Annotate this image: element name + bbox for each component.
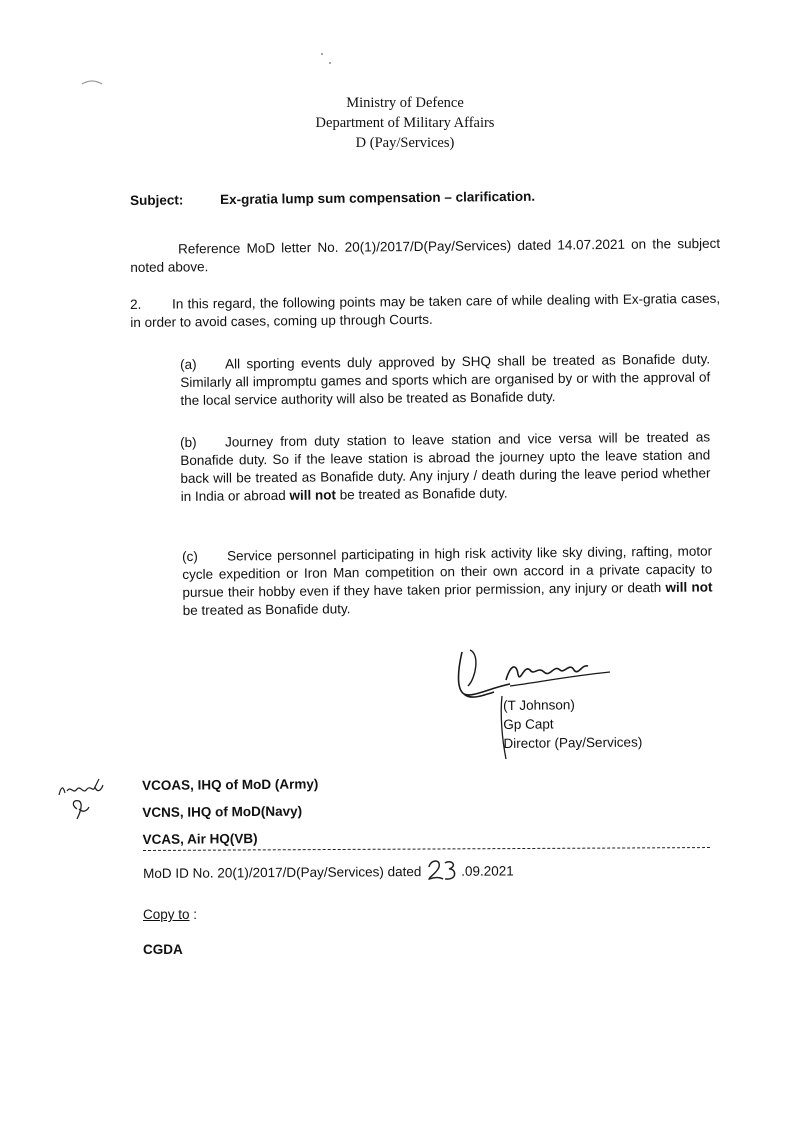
- paragraph-2: [130, 290, 720, 332]
- reference-paragraph: Reference MoD letter No. 20(1)/2017/D(Pay/Services) dated 14.07.2021 on the subject noted above.: [130, 235, 721, 275]
- paragraph-number: 2.: [130, 296, 142, 312]
- copy-recipient-cgda: CGDA: [143, 942, 183, 957]
- recipient-army: VCOAS, IHQ of MoD (Army): [142, 776, 319, 793]
- handwritten-day: [425, 865, 461, 879]
- recipient-navy: VCNS, IHQ of MoD(Navy): [142, 803, 303, 820]
- scan-speck: [80, 76, 110, 88]
- copy-to-text: Copy to: [143, 907, 190, 922]
- point-tag: (c): [182, 548, 198, 564]
- subject-text: Ex-gratia lump sum compensation – clarification.: [219, 188, 536, 208]
- copy-to-label: [143, 907, 197, 922]
- signatory-rank: Gp Capt: [503, 716, 554, 732]
- point-text: Service personnel participating in high risk activity like sky diving, rafting, motor cycle expedition or Iron Man competition on their own accord in a private capacity to pursue their hobby even if they have taken prior permission, any injury or death: [182, 543, 713, 600]
- ministry-name: Ministry of Defence: [346, 95, 464, 111]
- subject-label: Subject:: [130, 192, 184, 208]
- subject-line: [130, 189, 535, 208]
- recipient-list: [142, 770, 319, 853]
- copy-to-colon: :: [193, 907, 198, 922]
- recipient-air: VCAS, Air HQ(VB): [142, 830, 258, 847]
- point-text: Journey from duty station to leave station and vice versa will be treated as Bonafide duty. So if the leave station is abroad the journey upto the leave station and back will be treated as Bonafide duty. Any injury / death during the leave period whether in India or abroad: [180, 429, 711, 504]
- mod-id-line: [143, 863, 514, 881]
- signatory-designation: Director (Pay/Services): [503, 734, 643, 751]
- point-b: [180, 428, 711, 506]
- handwritten-margin-note: [55, 775, 115, 825]
- point-text-end: be treated as Bonafide duty.: [335, 485, 508, 503]
- point-text: All sporting events duly approved by SHQ shall be treated as Bonafide duty. Similarly all impromptu games and sports which are organised by or with the approval of the local service authority will also be treated as Bonafide duty.: [180, 351, 711, 408]
- handwritten-day-mark: [425, 857, 461, 885]
- section-name: D (Pay/Services): [355, 135, 455, 151]
- point-emphasis: will not: [289, 487, 337, 503]
- department-name: Department of Military Affairs: [315, 115, 495, 131]
- point-tag: (b): [180, 434, 197, 450]
- letter-header: [250, 93, 560, 153]
- mod-id-suffix: .09.2021: [461, 863, 514, 879]
- signatory-block: [503, 695, 642, 753]
- signatory-name: (T Johnson): [503, 697, 575, 713]
- point-tag: (a): [180, 356, 197, 372]
- point-c: [182, 542, 713, 620]
- point-text-end: be treated as Bonafide duty.: [182, 601, 351, 618]
- point-emphasis: will not: [665, 579, 713, 595]
- paragraph-text: In this regard, the following points may be taken care of while dealing with Ex-gratia cases, in order to avoid cases, coming up through Courts.: [130, 290, 721, 330]
- scan-speck: [318, 50, 338, 70]
- mod-id-prefix: MoD ID No. 20(1)/2017/D(Pay/Services) dated: [143, 864, 422, 881]
- point-a: [180, 350, 711, 410]
